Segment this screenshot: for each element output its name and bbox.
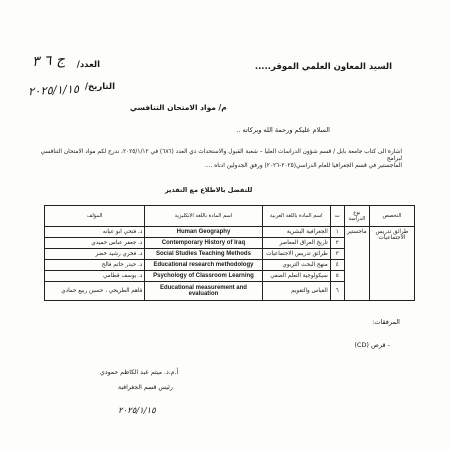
header-name-ar: اسم المادة باللغة العربية	[262, 206, 330, 227]
closing-line: للتفضل بالاطلاع مع التقدير	[165, 186, 253, 194]
attachment-cd: - قرص (CD)	[354, 341, 390, 349]
seq-cell: ١	[330, 227, 344, 238]
seq-cell: ٢	[330, 238, 344, 249]
body-paragraph-line-1: اشارة الى كتاب جامعة بابل / قسم شؤون الدراسات العليا – شعبة القبول والاستحداث ذي العدد (٦٨٦) في ٢٠٢٥/١/١٢، ندرج لكم مواد الامتحان التنافسي لبرامج	[40, 149, 402, 162]
professor-cell: د. فخري رشيد خضر	[45, 249, 145, 260]
date-value: ٢٠٢٥/١/١٥	[27, 81, 80, 99]
name-ar-cell: طرائق تدريس الاجتماعيات	[262, 249, 330, 260]
name-en-cell: Educational research methodology	[145, 260, 262, 271]
specialization-cell: طرائق تدريس الاجتماعيات	[369, 227, 414, 301]
name-en-cell: Human Geography	[145, 227, 262, 238]
addressee: السيد المعاون العلمي الموقر.....	[254, 62, 392, 72]
professor-cell: د. يوسف قطامي	[45, 271, 145, 282]
signatory-title: رئيس قسم الجغرافية	[118, 384, 173, 391]
name-ar-cell: منهج البحث التربوي	[262, 260, 330, 271]
name-en-cell: Educational measurement and evaluation	[145, 282, 262, 301]
seq-cell: ٦	[330, 282, 344, 301]
name-ar-cell: سيكولوجية التعلم الصفي	[262, 271, 330, 282]
table-header-row	[45, 206, 415, 227]
number-value: ج ٦ ٣	[31, 51, 66, 71]
body-paragraph-line-2: الماجستير في قسم الجغرافيا للعام الدراسي(٢٠٢٥-٢٠٢٦) ورفق الجدولين ادناه ....	[205, 163, 402, 169]
subject-line: م/ مواد الامتحان التنافسي	[130, 103, 227, 112]
name-ar-cell: الجغرافية البشرية	[262, 227, 330, 238]
table-row	[45, 227, 415, 238]
signatory-name: أ.م.د. ميثم عبد الكاظم حمودي	[100, 369, 179, 376]
professor-cell: د. حيدر حاتم فالح	[45, 260, 145, 271]
seq-cell: ٣	[330, 249, 344, 260]
courses-table	[44, 205, 415, 301]
name-ar-cell: تاريخ العراق المعاصر	[262, 238, 330, 249]
professor-cell: د. فتحي ابو عيانه	[45, 227, 145, 238]
professor-cell: د. جعفر عباس حميدي	[45, 238, 145, 249]
signature-date: ٢٠٢٥/١/١٥	[118, 406, 156, 416]
header-study-type: نوع الدراسة	[344, 206, 369, 227]
attachments-label: المرفقات:	[372, 318, 400, 326]
name-en-cell: Psychology of Classroom Learning	[145, 271, 262, 282]
header-specialization: التخصص	[369, 206, 414, 227]
name-en-cell: Social Studies Teaching Methods	[145, 249, 262, 260]
date-label: التاريخ/	[84, 82, 115, 92]
greeting: السلام عليكم ورحمة الله وبركاته ..	[236, 126, 330, 134]
header-name-en: اسم المادة باللغة الانكليزية	[145, 206, 262, 227]
study-type-cell: ماجستير	[344, 227, 369, 301]
number-label: العدد/	[76, 60, 100, 70]
name-ar-cell: القياس والتقويم	[262, 282, 330, 301]
seq-cell: ٤	[330, 260, 344, 271]
name-en-cell: Contemporary History of Iraq	[145, 238, 262, 249]
header-professor: المؤلف	[45, 206, 145, 227]
header-seq: ت	[330, 206, 344, 227]
seq-cell: ٥	[330, 271, 344, 282]
professor-cell: قاهم الطريحي ، حسين ربيع حمادي	[45, 282, 145, 301]
